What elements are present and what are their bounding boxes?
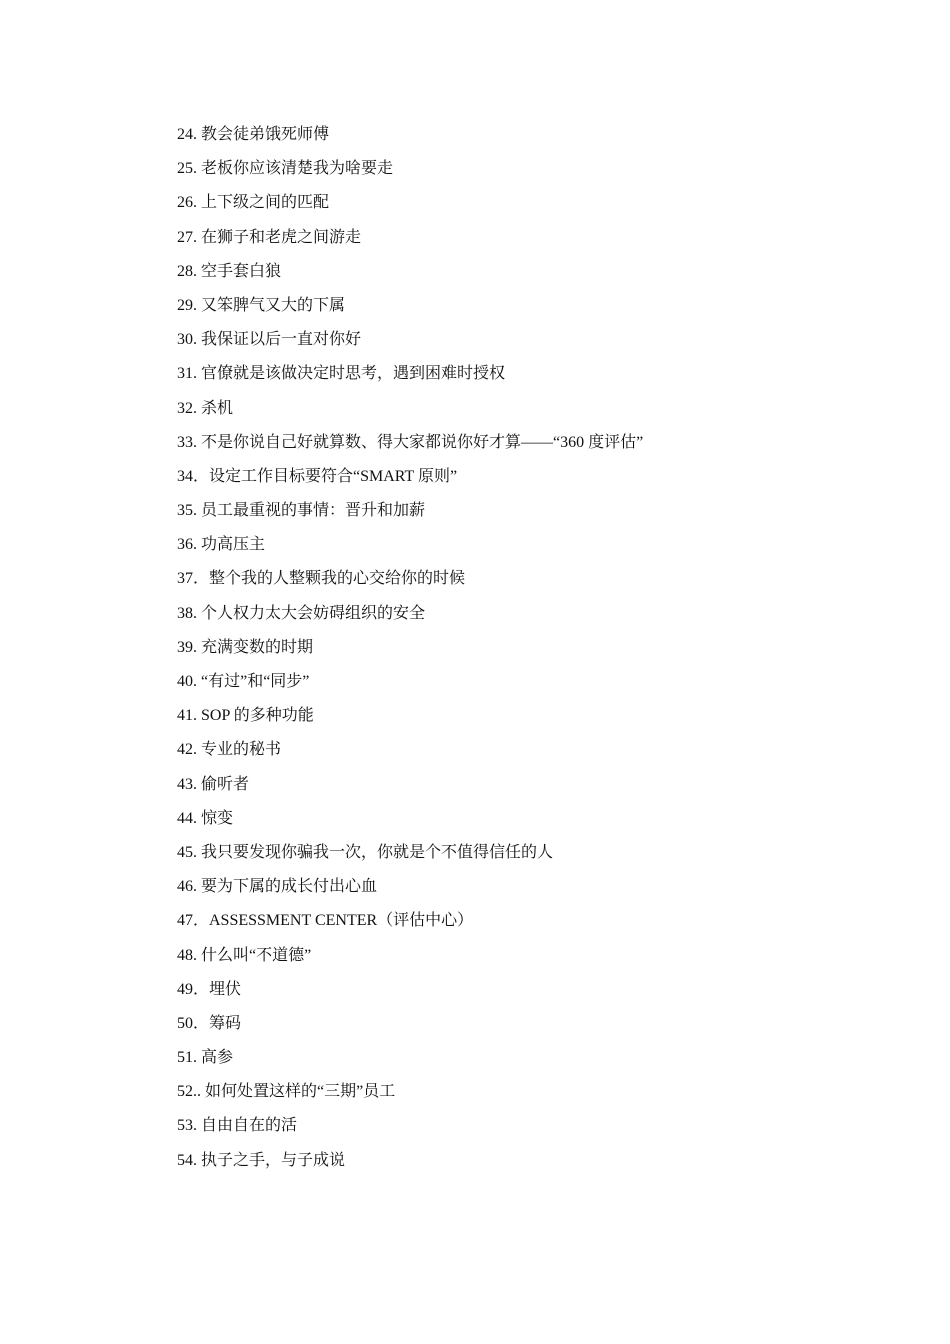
list-item: 37．整个我的人整颗我的心交给你的时候 (177, 570, 466, 588)
list-item: 46. 要为下属的成长付出心血 (177, 878, 378, 896)
list-item: 38. 个人权力太大会妨碍组织的安全 (177, 604, 426, 622)
list-item: 44. 惊变 (177, 809, 234, 827)
list-item: 41. SOP 的多种功能 (177, 707, 314, 725)
list-item: 39. 充满变数的时期 (177, 638, 314, 656)
list-item: 32. 杀机 (177, 399, 234, 417)
list-item: 35. 员工最重视的事情：晋升和加薪 (177, 502, 426, 520)
list-item: 28. 空手套白狼 (177, 262, 282, 280)
list-item: 27. 在狮子和老虎之间游走 (177, 228, 362, 246)
list-item: 49．埋伏 (177, 980, 242, 998)
list-item: 52.. 如何处置这样的“三期”员工 (177, 1083, 396, 1101)
list-item: 25. 老板你应该清楚我为啥要走 (177, 160, 394, 178)
list-item: 51. 高参 (177, 1049, 234, 1067)
list-item: 24. 教会徒弟饿死师傅 (177, 126, 330, 143)
list-item: 42. 专业的秘书 (177, 741, 282, 759)
list-item: 45. 我只要发现你骗我一次，你就是个不值得信任的人 (177, 843, 554, 861)
list-item: 48. 什么叫“不道德” (177, 946, 312, 964)
list-item: 40. “有过”和“同步” (177, 673, 310, 690)
list-item: 54. 执子之手，与子成说 (177, 1151, 346, 1169)
list-item: 34．设定工作目标要符合“SMART 原则” (177, 467, 458, 485)
list-item: 29. 又笨脾气又大的下属 (177, 296, 346, 314)
list-item: 36. 功高压主 (177, 536, 266, 554)
list-item: 43. 偷听者 (177, 775, 250, 793)
list-item: 33. 不是你说自己好就算数、得大家都说你好才算——“360 度评估” (177, 433, 644, 451)
list-item: 50．筹码 (177, 1014, 242, 1032)
list-item: 30. 我保证以后一直对你好 (177, 331, 362, 349)
list-item: 26. 上下级之间的匹配 (177, 194, 330, 212)
chapter-list (177, 124, 877, 1184)
list-item: 47．ASSESSMENT CENTER（评估中心） (177, 912, 474, 930)
list-item: 53. 自由自在的活 (177, 1117, 298, 1135)
list-item: 31. 官僚就是该做决定时思考，遇到困难时授权 (177, 365, 506, 383)
